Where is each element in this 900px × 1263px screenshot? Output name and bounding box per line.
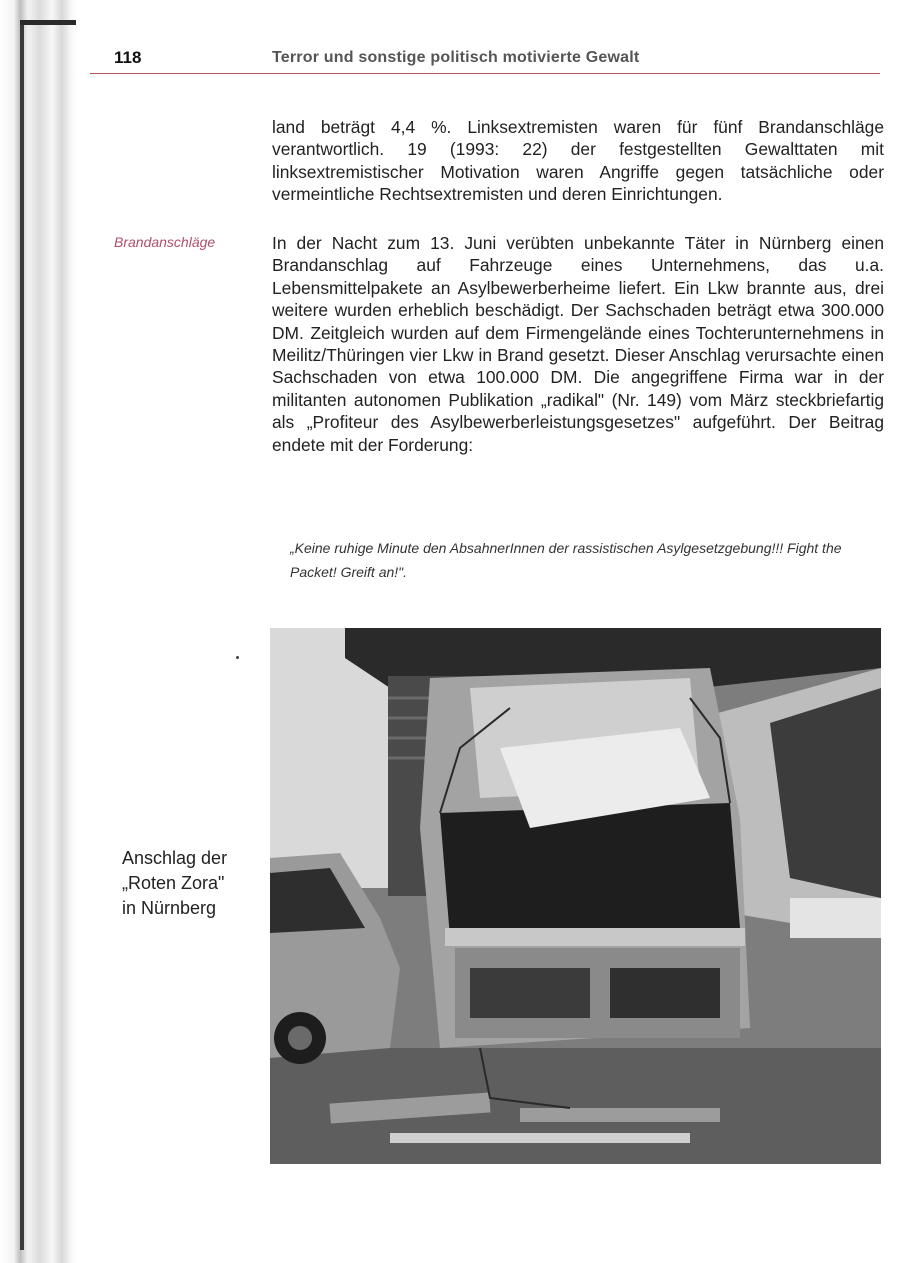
paragraph-2: In der Nacht zum 13. Juni verübten unbekannte Täter in Nürnberg einen Brandanschlag auf Fahrzeuge eines Unternehmens, das u.a. Lebensmittelpakete an Asylbewerberheime liefert. Ein Lkw brannte aus, drei weitere wurden erheblich beschädigt. Der Sachschaden beträgt etwa 300.000 DM. Zeitgleich wurden auf dem Firmengelände eines Tochterunternehmens in Meilitz/Thüringen vier Lkw in Brand gesetzt. Dieser Anschlag verursachte einen Sachschaden von etwa 100.000 DM. Die angegriffene Firma war in der militanten autonomen Publikation „radikal" (Nr. 149) vom März steckbriefartig als „Profiteur des Asylbewerberleistungsgesetzes" aufgeführt. Der Beitrag endete mit der Forderung:: [272, 233, 884, 455]
burned-truck-photo: [270, 628, 881, 1164]
running-head: Terror und sonstige politisch motivierte Gewalt: [272, 49, 640, 66]
page-number: 118: [114, 48, 142, 67]
block-quote: „Keine ruhige Minute den AbsahnerInnen der rassistischen Asylgesetzgebung!!! Fight the Packet! Greift an!".: [290, 540, 842, 580]
header-rule: [90, 73, 880, 74]
page-edge-line: [20, 20, 24, 1250]
page-corner-mark: [20, 20, 76, 25]
caption-line-1: Anschlag der: [122, 848, 228, 868]
caption-line-2: „Roten Zora": [122, 873, 225, 893]
paragraph-1: land beträgt 4,4 %. Linksextremisten waren für fünf Brandanschläge verantwortlich. 19 (1993: 22) der festgestellten Gewalttaten mit linksextremistischer Motivation waren Angriffe gegen tatsächliche oder vermeintliche Rechtsextremisten und deren Einrichtungen.: [272, 117, 884, 205]
caption-line-3: in Nürnberg: [122, 898, 217, 918]
book-spine-shadow: [0, 0, 76, 1263]
photo-caption: [122, 846, 227, 921]
speck: [236, 656, 239, 659]
margin-note: Brandanschläge: [114, 234, 216, 250]
